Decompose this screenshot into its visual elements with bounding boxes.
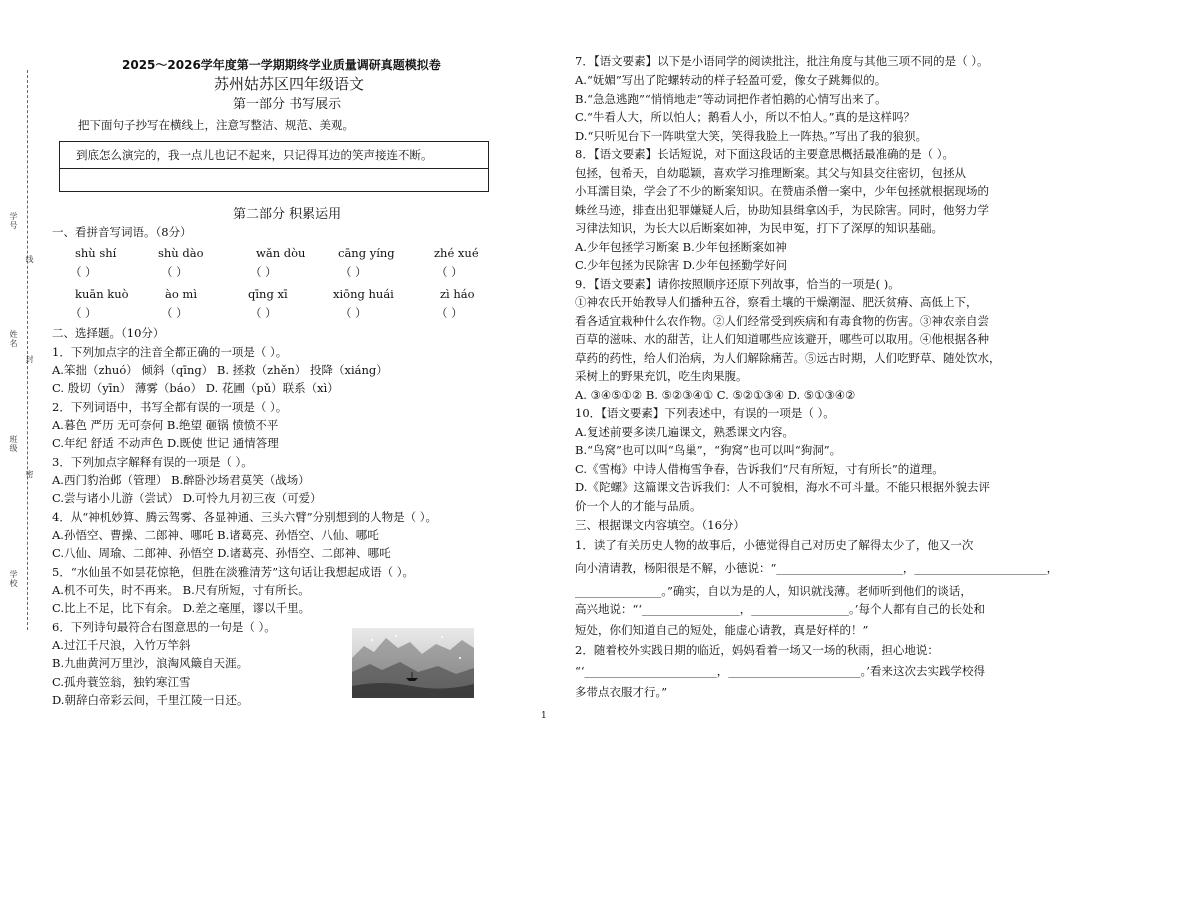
question-line: 多带点衣服才行。” bbox=[575, 685, 668, 699]
question-line: 高兴地说：“‘_________________，_________________。’每个人都有自己的长处和 bbox=[575, 602, 985, 616]
pinyin-3: wǎn dòu bbox=[256, 246, 306, 260]
pinyin-9: xiōng huái bbox=[333, 287, 394, 301]
answer-blank[interactable]: （ ） bbox=[70, 265, 97, 279]
question-line: D.“只听见台下一阵哄堂大笑，笑得我脸上一阵热。”写出了我的狼狈。 bbox=[575, 129, 927, 143]
margin-number-label: 学号 bbox=[9, 212, 18, 230]
question-line: 蛛丝马迹，排查出犯罪嫌疑人后，协助知县缉拿凶手，为民除害。同时，他努力学 bbox=[575, 203, 989, 217]
margin-school-label: 学校 bbox=[9, 570, 18, 588]
question-line: 6．下列诗句最符合右图意思的一句是（ ）。 bbox=[52, 620, 276, 634]
question-line: B.九曲黄河万里沙，浪淘风簸自天涯。 bbox=[52, 656, 249, 670]
question-line: 4．从“神机妙算、腾云驾雾、各显神通、三头六臂”分别想到的人物是（ ）。 bbox=[52, 510, 437, 524]
pinyin-8: qīng xī bbox=[248, 287, 288, 301]
answer-blank[interactable]: （ ） bbox=[70, 306, 97, 320]
pinyin-10: zì háo bbox=[440, 287, 475, 301]
question-line: C.少年包拯为民除害 D.少年包拯勤学好问 bbox=[575, 258, 788, 272]
question-line: 短处，你们知道自己的短处，能虚心请教，真是好样的！” bbox=[575, 623, 869, 637]
margin-name-label: 姓名 bbox=[9, 330, 18, 348]
part1-instruction: 把下面句子抄写在横线上，注意写整洁、规范、美观。 bbox=[78, 118, 354, 132]
question-line: 价一个人的才能与品质。 bbox=[575, 499, 702, 513]
question-line: A.过江千尺浪，入竹万竿斜 bbox=[52, 638, 191, 652]
question-line: 10．【语文要素】下列表述中，有误的一项是（ ）。 bbox=[575, 406, 835, 420]
question-line: 习律法知识，为长大以后断案如神，为民申冤，打下了深厚的知识基础。 bbox=[575, 221, 943, 235]
question-line: 2．随着校外实践日期的临近，妈妈看着一场又一场的秋雨，担心地说： bbox=[575, 643, 939, 657]
question-line: 9．【语文要素】请你按照顺序还原下列故事，恰当的一项是( )。 bbox=[575, 277, 900, 291]
answer-blank[interactable]: （ ） bbox=[340, 306, 367, 320]
answer-blank[interactable]: （ ） bbox=[250, 306, 277, 320]
question-line: A.复述前要多读几遍课文，熟悉课文内容。 bbox=[575, 425, 794, 439]
question-line: 1．读了有关历史人物的故事后，小德觉得自己对历史了解得太少了，他又一次 bbox=[575, 538, 974, 552]
margin-seal-mi: 密 bbox=[25, 470, 34, 479]
question-line: 5．“水仙虽不如昙花惊艳，但胜在淡雅清芳”这句话让我想起成语（ ）。 bbox=[52, 565, 414, 579]
question-line: “‘_______________________，_______________________。’看来这次去实践学校得 bbox=[575, 664, 985, 678]
question-line: 7．【语文要素】以下是小语同学的阅读批注，批注角度与其他三项不同的是（ ）。 bbox=[575, 54, 989, 68]
question-line: A.孙悟空、曹操、二郎神、哪吒 B.诸葛亮、孙悟空、八仙、哪吒 bbox=[52, 528, 379, 542]
pinyin-2: shù dào bbox=[158, 246, 204, 260]
margin-seal-feng: 封 bbox=[25, 355, 34, 364]
answer-blank[interactable]: （ ） bbox=[161, 265, 188, 279]
question-line: 2．下列词语中，书写全都有误的一项是（ ）。 bbox=[52, 400, 288, 414]
question-line: A.暮色 严历 无可奈何 B.绝望 砸锅 愤愤不平 bbox=[52, 418, 279, 432]
question-line: A.西门豹治邺（管理） B.醉卧沙场君莫笑（战场） bbox=[52, 473, 310, 487]
pinyin-6: kuān kuò bbox=[75, 287, 129, 301]
section3-title: 三、根据课文内容填空。（16分） bbox=[575, 518, 745, 532]
copy-sentence: 到底怎么演完的，我一点儿也记不起来，只记得耳边的笑声接连不断。 bbox=[76, 148, 433, 162]
question-line: 8．【语文要素】长话短说，对下面这段话的主要意思概括最准确的是（ ）。 bbox=[575, 147, 954, 161]
ink-painting-image bbox=[352, 628, 474, 698]
question-line: 采树上的野果充饥，吃生肉果腹。 bbox=[575, 369, 748, 383]
copy-box-divider bbox=[60, 168, 488, 169]
exam-subtitle: 苏州姑苏区四年级语文 bbox=[214, 75, 365, 93]
question-line: 小耳濡目染，学会了不少的断案知识。在赞庙杀僧一案中，少年包拯就根据现场的 bbox=[575, 184, 989, 198]
question-line: C.《雪梅》中诗人借梅雪争春，告诉我们“尺有所短，寸有所长”的道理。 bbox=[575, 462, 944, 476]
section1-title: 一、看拼音写词语。（8分） bbox=[52, 225, 192, 239]
copy-box bbox=[59, 141, 489, 192]
question-line: _______________。”确实，自以为是的人，知识就浅薄。老师听到他们的谈话， bbox=[575, 584, 972, 598]
question-line: ①神农氏开始教导人们播种五谷，察看土壤的干燥潮湿、肥沃贫瘠、高低上下， bbox=[575, 295, 978, 309]
pinyin-1: shù shí bbox=[75, 246, 117, 260]
question-line: C.孤舟蓑笠翁，独钓寒江雪 bbox=[52, 675, 191, 689]
pinyin-4: cāng yíng bbox=[338, 246, 395, 260]
answer-blank[interactable]: （ ） bbox=[340, 265, 367, 279]
question-line: A.“妩媚”写出了陀螺转动的样子轻盈可爱，像女子跳舞似的。 bbox=[575, 73, 887, 87]
question-line: C.年纪 舒适 不动声色 D.既使 世记 通情答理 bbox=[52, 436, 279, 450]
question-line: C.“牛看人大，所以怕人；鹅看人小，所以不怕人。”真的是这样吗？ bbox=[575, 110, 916, 124]
question-line: 草药的药性，给人们治病，为人们解除痛苦。⑤远古时期，人们吃野草、随处饮水， bbox=[575, 351, 1001, 365]
question-line: A.少年包拯学习断案 B.少年包拯断案如神 bbox=[575, 240, 787, 254]
exam-title: 2025～2026学年度第一学期期终学业质量调研真题模拟卷 bbox=[122, 58, 441, 72]
question-line: B.“鸟窝”也可以叫“鸟巢”，“狗窝”也可以叫“狗洞”。 bbox=[575, 443, 842, 457]
question-line: D.朝辞白帝彩云间，千里江陵一日还。 bbox=[52, 693, 249, 707]
question-line: 百草的滋味、水的甜苦，让人们知道哪些应该避开，哪些可以取用。④他根据各种 bbox=[575, 332, 989, 346]
answer-blank[interactable]: （ ） bbox=[436, 306, 463, 320]
pinyin-5: zhé xué bbox=[434, 246, 479, 260]
margin-class-label: 班级 bbox=[9, 435, 18, 453]
question-line: D.《陀螺》这篇课文告诉我们：人不可貌相，海水不可斗量。不能只根据外貌去评 bbox=[575, 480, 990, 494]
question-line: C.八仙、周瑜、二郎神、孙悟空 D.诸葛亮、孙悟空、二郎神、哪吒 bbox=[52, 546, 391, 560]
question-line: C.比上不足，比下有余。 D.差之毫厘，谬以千里。 bbox=[52, 601, 311, 615]
ink-painting-svg bbox=[352, 628, 474, 698]
pinyin-7: ào mì bbox=[165, 287, 198, 301]
binding-dashed-line bbox=[27, 70, 28, 630]
question-line: C. 殷切（yīn） 薄雾（báo） D. 花圃（pǔ）联系（xì） bbox=[52, 381, 339, 395]
question-line: 向小清请教，杨阳很是不解，小德说：“______________________，_______________________， bbox=[575, 561, 1059, 575]
question-line: B.“急急逃跑”“悄悄地走”等动词把作者怕鹅的心情写出来了。 bbox=[575, 92, 887, 106]
question-line: C.尝与诸小儿游（尝试） D.可怜九月初三夜（可爱） bbox=[52, 491, 322, 505]
section2-title: 二、选择题。（10分） bbox=[52, 326, 165, 340]
answer-blank[interactable]: （ ） bbox=[250, 265, 277, 279]
question-line: 1．下列加点字的注音全都正确的一项是（ ）。 bbox=[52, 345, 288, 359]
margin-seal-xian: 线 bbox=[25, 255, 34, 264]
answer-blank[interactable]: （ ） bbox=[161, 306, 188, 320]
page-number: 1 bbox=[541, 711, 547, 721]
question-line: A.笨拙（zhuó） 倾斜（qīng） B. 拯救（zhěn） 投降（xiáng） bbox=[52, 363, 388, 377]
question-line: 包拯，包希天，自幼聪颖，喜欢学习推理断案。其父与知县交往密切，包拯从 bbox=[575, 166, 966, 180]
question-line: A. ③④⑤①② B. ⑤②③④① C. ⑤②①③④ D. ⑤①③④② bbox=[575, 388, 856, 402]
part1-heading: 第一部分 书写展示 bbox=[233, 97, 342, 112]
part2-heading: 第二部分 积累运用 bbox=[233, 207, 342, 222]
answer-blank[interactable]: （ ） bbox=[436, 265, 463, 279]
question-line: A.机不可失，时不再来。 B.尺有所短，寸有所长。 bbox=[52, 583, 310, 597]
question-line: 看各适宜栽种什么农作物。②人们经常受到疾病和有毒食物的伤害。③神农亲自尝 bbox=[575, 314, 989, 328]
question-line: 3．下列加点字解释有误的一项是（ ）。 bbox=[52, 455, 253, 469]
